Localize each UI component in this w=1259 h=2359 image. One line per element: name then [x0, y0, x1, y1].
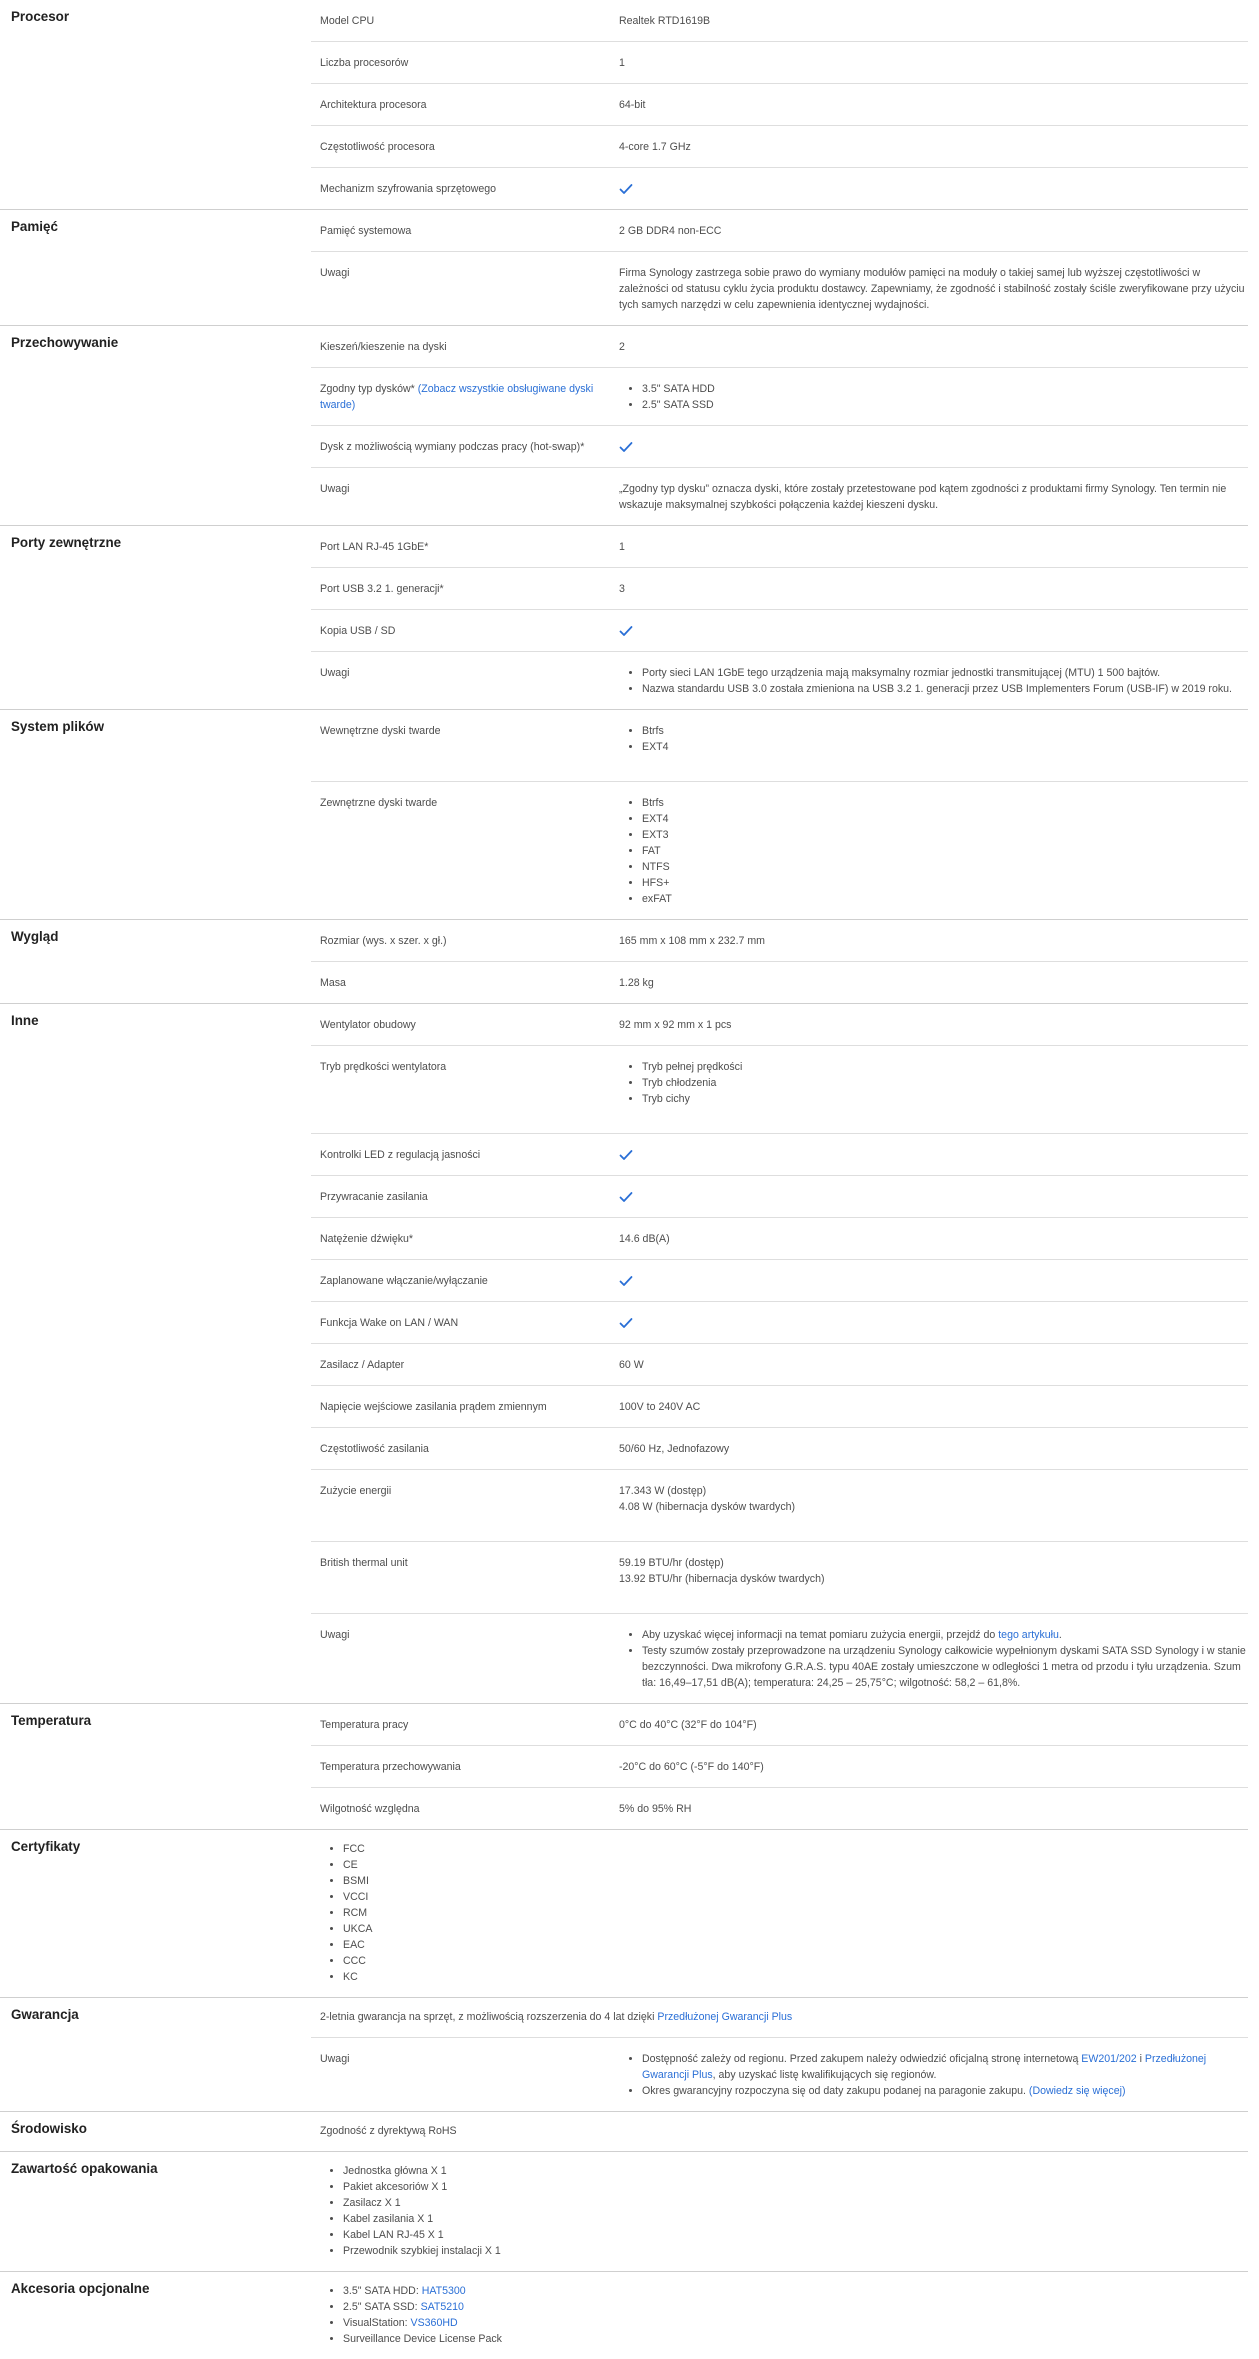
spec-row	[311, 962, 1248, 1003]
spec-section	[0, 0, 1248, 210]
spec-label: Wentylator obudowy	[320, 1019, 416, 1031]
checkmark-icon	[619, 1317, 633, 1329]
spec-row	[311, 526, 1248, 568]
checkmark-icon	[619, 441, 633, 453]
spec-row	[311, 210, 1248, 252]
list-item	[642, 1091, 1248, 1107]
spec-row	[311, 1470, 1248, 1542]
spec-section	[0, 1998, 1248, 2112]
spec-value: Firma Synology zastrzega sobie prawo do wymiany modułów pamięci na moduły o takiej samej lub wyższej częstotliwości w zależności od statusu cyklu życia produktu dostawcy. Zapewniamy, że zgodność i stabilność zostały ściśle zweryfikowane przy użyciu tych samych narzędzi w celu zapewnienia identycznej wydajności.	[619, 267, 1245, 311]
spec-row	[311, 1614, 1248, 1703]
spec-row	[311, 168, 1248, 209]
list-item	[642, 2083, 1248, 2099]
spec-row	[311, 1542, 1248, 1614]
section-rows	[311, 1704, 1248, 1829]
spec-value: 64-bit	[619, 99, 646, 111]
section-title: Zawartość opakowania	[11, 2161, 158, 2176]
spec-label: Masa	[320, 977, 346, 989]
spec-value: 14.6 dB(A)	[619, 1233, 670, 1245]
text-span: 3.5" SATA HDD:	[343, 2285, 422, 2297]
spec-value	[619, 1134, 1248, 1175]
section-title: Certyfikaty	[11, 1839, 81, 1854]
list-item	[343, 1921, 1248, 1937]
spec-value: 1	[619, 541, 625, 553]
list-item	[642, 665, 1248, 681]
list-item	[343, 1873, 1248, 1889]
spec-label: Uwagi	[320, 267, 350, 279]
spec-section	[0, 2152, 1248, 2272]
text-span: HFS+	[642, 877, 670, 889]
value-line: 59.19 BTU/hr (dostęp)	[619, 1557, 724, 1569]
spec-row	[311, 1344, 1248, 1386]
spec-value: 100V to 240V AC	[619, 1401, 701, 1413]
text-span: VCCI	[343, 1891, 369, 1903]
section-title: Pamięć	[11, 219, 58, 234]
spec-section	[0, 1830, 1248, 1998]
spec-label: British thermal unit	[320, 1557, 408, 1569]
list-item	[642, 795, 1248, 811]
text-span: EAC	[343, 1939, 365, 1951]
list-item	[642, 891, 1248, 907]
section-rows	[311, 710, 1248, 919]
text-span: Tryb chłodzenia	[642, 1077, 717, 1089]
spec-value: 1	[619, 57, 625, 69]
spec-value	[619, 1260, 1248, 1301]
spec-row	[311, 1302, 1248, 1344]
section-title: Inne	[11, 1013, 39, 1028]
spec-section	[0, 326, 1248, 526]
text-span: Zgodny typ dysków*	[320, 383, 418, 395]
spec-label: Wewnętrzne dyski twarde	[320, 725, 441, 737]
spec-row	[311, 1218, 1248, 1260]
list-item	[642, 1627, 1248, 1643]
spec-label: Pamięć systemowa	[320, 225, 412, 237]
spec-row	[311, 1134, 1248, 1176]
spec-label	[311, 368, 619, 425]
section-title: Gwarancja	[11, 2007, 79, 2022]
spec-value: 1.28 kg	[619, 977, 654, 989]
text-span: Zgodność z dyrektywą RoHS	[320, 2125, 457, 2137]
spec-row	[311, 126, 1248, 168]
spec-row	[311, 468, 1248, 525]
spec-link[interactable]: SAT5210	[420, 2301, 464, 2313]
bullet-list	[619, 665, 1248, 697]
spec-section	[0, 2112, 1248, 2152]
spec-value: 4-core 1.7 GHz	[619, 141, 691, 153]
spec-label: Architektura procesora	[320, 99, 427, 111]
text-span: 2.5" SATA SSD	[642, 399, 714, 411]
spec-value	[619, 1302, 1248, 1343]
list-item	[642, 1059, 1248, 1075]
spec-row	[311, 1176, 1248, 1218]
text-span: Testy szumów zostały przeprowadzone na urządzeniu Synology całkowicie wypełnionym dyskami SATA SSD Synology i w stanie bezczynności. Dwa mikrofony G.R.A.S. typu 40AE zostały umieszczone w odległości 1 metra od przodu i tyłu urządzenia. Szum tła: 16,49–17,51 dB(A); temperatura: 24,25 – 25,75°C; wilgotność: 58,2 – 61,8%.	[642, 1645, 1246, 1689]
spec-link[interactable]: (Zobacz wszystkie obsługiwane dyski twarde)	[320, 383, 594, 411]
spec-label: Rozmiar (wys. x szer. x gł.)	[320, 935, 447, 947]
spec-row	[311, 368, 1248, 426]
text-span: Jednostka główna X 1	[343, 2165, 447, 2177]
full-width-value	[311, 2152, 1248, 2271]
spec-section	[0, 1704, 1248, 1830]
checkmark-icon	[619, 1191, 633, 1203]
spec-value	[619, 1614, 1248, 1703]
section-rows	[311, 1004, 1248, 1703]
spec-label: Model CPU	[320, 15, 375, 27]
section-title: Środowisko	[11, 2121, 87, 2136]
spec-link[interactable]: HAT5300	[421, 2285, 466, 2297]
section-rows	[311, 210, 1248, 325]
text-span: KC	[343, 1971, 358, 1983]
spec-section	[0, 210, 1248, 326]
spec-label: Zewnętrzne dyski twarde	[320, 797, 438, 809]
section-rows	[311, 0, 1248, 209]
checkmark-icon	[619, 1275, 633, 1287]
spec-label: Uwagi	[320, 667, 350, 679]
list-item	[642, 1075, 1248, 1091]
list-item	[343, 2283, 1248, 2299]
spec-label: Wilgotność względna	[320, 1803, 420, 1815]
full-width-value	[311, 1998, 1248, 2038]
spec-label: Zasilacz / Adapter	[320, 1359, 405, 1371]
text-span: CCC	[343, 1955, 366, 1967]
value-line: 4.08 W (hibernacja dysków twardych)	[619, 1501, 796, 1513]
text-span: EXT4	[642, 741, 669, 753]
text-span: BSMI	[343, 1875, 369, 1887]
value-line: 17.343 W (dostęp)	[619, 1485, 707, 1497]
spec-label: Kontrolki LED z regulacją jasności	[320, 1149, 481, 1161]
section-title: Przechowywanie	[11, 335, 119, 350]
bullet-list	[619, 381, 1248, 413]
list-item	[642, 859, 1248, 875]
spec-row	[311, 1260, 1248, 1302]
spec-label: Temperatura pracy	[320, 1719, 409, 1731]
list-item	[343, 1905, 1248, 1921]
spec-label: Dysk z możliwością wymiany podczas pracy (hot-swap)*	[320, 441, 585, 453]
spec-value: 3	[619, 583, 625, 595]
spec-label: Częstotliwość procesora	[320, 141, 435, 153]
spec-value: 92 mm x 92 mm x 1 pcs	[619, 1019, 732, 1031]
spec-value	[619, 1542, 1248, 1613]
section-title: Wygląd	[11, 929, 59, 944]
list-item	[343, 2243, 1248, 2259]
spec-row	[311, 426, 1248, 468]
list-item	[642, 1643, 1248, 1691]
list-item	[642, 681, 1248, 697]
list-item	[343, 1969, 1248, 1985]
spec-row	[311, 42, 1248, 84]
list-item	[343, 2163, 1248, 2179]
section-rows	[311, 1998, 1248, 2111]
list-item	[343, 2179, 1248, 2195]
spec-link[interactable]: (Dowiedz się więcej)	[1028, 2085, 1126, 2097]
text-span: Porty sieci LAN 1GbE tego urządzenia mają maksymalny rozmiar jednostki transmitującej (MTU) 1 500 bajtów.	[642, 667, 1161, 679]
spec-value	[619, 652, 1248, 709]
section-title: Procesor	[11, 9, 70, 24]
spec-row	[311, 1386, 1248, 1428]
text-span: Tryb pełnej prędkości	[642, 1061, 743, 1073]
spec-link[interactable]: Przedłużonej Gwarancji Plus	[642, 2053, 1207, 2081]
spec-label: Napięcie wejściowe zasilania prądem zmiennym	[320, 1401, 547, 1413]
list-item	[343, 2211, 1248, 2227]
list-item	[343, 2299, 1248, 2315]
spec-row	[311, 1046, 1248, 1134]
spec-label: Uwagi	[320, 483, 350, 495]
list-item	[343, 2195, 1248, 2211]
list-item	[343, 2331, 1248, 2347]
section-title: Akcesoria opcjonalne	[11, 2281, 150, 2296]
section-rows	[311, 2152, 1248, 2271]
spec-value: 2 GB DDR4 non-ECC	[619, 225, 722, 237]
spec-value: 165 mm x 108 mm x 232.7 mm	[619, 935, 766, 947]
list-item	[642, 739, 1248, 755]
value-line: 13.92 BTU/hr (hibernacja dysków twardych)	[619, 1573, 825, 1585]
full-width-value	[311, 2272, 1248, 2359]
spec-value: 2	[619, 341, 625, 353]
text-span: CE	[343, 1859, 358, 1871]
spec-label: Uwagi	[320, 2053, 350, 2065]
spec-value	[619, 426, 1248, 467]
text-span: EXT4	[642, 813, 669, 825]
text-span: 3.5" SATA HDD	[642, 383, 715, 395]
section-rows	[311, 1830, 1248, 1997]
spec-link[interactable]: VS360HD	[410, 2317, 458, 2329]
full-width-value	[311, 2112, 1248, 2151]
list-item	[343, 2227, 1248, 2243]
bullet-list	[320, 2163, 1248, 2259]
spec-label: Port USB 3.2 1. generacji*	[320, 583, 444, 595]
spec-label: Zużycie energii	[320, 1485, 392, 1497]
text-span: Surveillance Device License Pack	[343, 2333, 502, 2345]
text-span: , aby uzyskać listę kwalifikujących się regionów.	[712, 2069, 937, 2081]
list-item	[343, 2315, 1248, 2331]
text-span: FAT	[642, 845, 661, 857]
spec-value: 50/60 Hz, Jednofazowy	[619, 1443, 730, 1455]
checkmark-icon	[619, 625, 633, 637]
spec-row	[311, 920, 1248, 962]
checkmark-icon	[619, 1149, 633, 1161]
list-item	[343, 1937, 1248, 1953]
spec-row	[311, 782, 1248, 919]
list-item	[642, 811, 1248, 827]
spec-section	[0, 710, 1248, 920]
spec-row	[311, 1788, 1248, 1829]
list-item	[642, 843, 1248, 859]
spec-value	[619, 1470, 1248, 1541]
section-title: System plików	[11, 719, 105, 734]
spec-label: Zaplanowane włączanie/wyłączanie	[320, 1275, 488, 1287]
spec-link[interactable]: tego artykułu	[998, 1629, 1059, 1641]
list-item	[343, 1889, 1248, 1905]
bullet-list	[619, 1627, 1248, 1691]
text-span: Kabel zasilania X 1	[343, 2213, 434, 2225]
section-rows	[311, 2272, 1248, 2359]
spec-row	[311, 326, 1248, 368]
section-rows	[311, 920, 1248, 1003]
list-item	[642, 723, 1248, 739]
spec-label: Tryb prędkości wentylatora	[320, 1061, 447, 1073]
list-item	[642, 2051, 1248, 2083]
text-span: NTFS	[642, 861, 670, 873]
section-rows	[311, 326, 1248, 525]
spec-row	[311, 84, 1248, 126]
spec-link[interactable]: EW201/202	[1081, 2053, 1137, 2065]
spec-row	[311, 1704, 1248, 1746]
spec-section	[0, 2272, 1248, 2359]
spec-row	[311, 2038, 1248, 2111]
text-span: FCC	[343, 1843, 365, 1855]
text-span: Tryb cichy	[642, 1093, 690, 1105]
section-title: Temperatura	[11, 1713, 92, 1728]
spec-value: 60 W	[619, 1359, 644, 1371]
spec-row	[311, 252, 1248, 325]
text-span: UKCA	[343, 1923, 373, 1935]
spec-label: Temperatura przechowywania	[320, 1761, 461, 1773]
spec-row	[311, 1746, 1248, 1788]
spec-label: Kopia USB / SD	[320, 625, 396, 637]
spec-value: -20°C do 60°C (-5°F do 140°F)	[619, 1761, 764, 1773]
text-span: Kabel LAN RJ-45 X 1	[343, 2229, 444, 2241]
spec-label: Mechanizm szyfrowania sprzętowego	[320, 183, 497, 195]
spec-label: Częstotliwość zasilania	[320, 1443, 429, 1455]
text-span: EXT3	[642, 829, 669, 841]
text-span: 2.5" SATA SSD:	[343, 2301, 421, 2313]
text-span: Nazwa standardu USB 3.0 została zmieniona na USB 3.2 1. generacji przez USB Implementers Forum (USB-IF) w 2019 roku.	[642, 683, 1232, 695]
text-span: i	[1136, 2053, 1145, 2065]
text-span: .	[1058, 1629, 1062, 1641]
spec-section	[0, 920, 1248, 1004]
spec-label: Uwagi	[320, 1629, 350, 1641]
text-span: VisualStation:	[343, 2317, 411, 2329]
bullet-list	[619, 1059, 1248, 1107]
list-item	[642, 875, 1248, 891]
list-item	[642, 827, 1248, 843]
text-span: Aby uzyskać więcej informacji na temat pomiaru zużycia energii, przejdź do	[642, 1629, 999, 1641]
bullet-list	[619, 723, 1248, 755]
bullet-list	[320, 1841, 1248, 1985]
spec-section	[0, 526, 1248, 710]
text-span: Przewodnik szybkiej instalacji X 1	[343, 2245, 501, 2257]
spec-row	[311, 568, 1248, 610]
bullet-list	[619, 795, 1248, 907]
list-item	[343, 1953, 1248, 1969]
list-item	[343, 1857, 1248, 1873]
checkmark-icon	[619, 183, 633, 195]
spec-value: „Zgodny typ dysku” oznacza dyski, które zostały przetestowane pod kątem zgodności z produktami firmy Synology. Ten termin nie wskazuje maksymalnej szybkości połączenia każdej kieszeni dysku.	[619, 483, 1227, 511]
spec-value	[619, 710, 1248, 781]
section-rows	[311, 2112, 1248, 2151]
text-span: Dostępność zależy od regionu. Przed zakupem należy odwiedzić oficjalną stronę internetową	[642, 2053, 1082, 2065]
list-item	[343, 1841, 1248, 1857]
spec-value	[619, 1176, 1248, 1217]
spec-value: 0°C do 40°C (32°F do 104°F)	[619, 1719, 757, 1731]
spec-value	[619, 168, 1248, 209]
text-span: Btrfs	[642, 797, 664, 809]
spec-label: Liczba procesorów	[320, 57, 409, 69]
spec-value	[619, 782, 1248, 919]
text-span: Pakiet akcesoriów X 1	[343, 2181, 448, 2193]
section-title: Porty zewnętrzne	[11, 535, 122, 550]
text-span: Zasilacz X 1	[343, 2197, 401, 2209]
spec-value	[619, 610, 1248, 651]
bullet-list	[320, 2283, 1248, 2347]
text-span: Okres gwarancyjny rozpoczyna się od daty zakupu podanej na paragonie zakupu.	[642, 2085, 1029, 2097]
spec-section	[0, 1004, 1248, 1704]
bullet-list	[619, 2051, 1248, 2099]
text-span: RCM	[343, 1907, 368, 1919]
spec-label: Kieszeń/kieszenie na dyski	[320, 341, 447, 353]
spec-label: Funkcja Wake on LAN / WAN	[320, 1317, 459, 1329]
spec-label: Natężenie dźwięku*	[320, 1233, 414, 1245]
spec-row	[311, 1428, 1248, 1470]
spec-value: Realtek RTD1619B	[619, 15, 711, 27]
spec-row	[311, 610, 1248, 652]
list-item	[642, 397, 1248, 413]
spec-label: Port LAN RJ-45 1GbE*	[320, 541, 429, 553]
spec-value	[619, 1046, 1248, 1133]
spec-row	[311, 1004, 1248, 1046]
spec-row	[311, 652, 1248, 709]
list-item	[642, 381, 1248, 397]
text-span: exFAT	[642, 893, 672, 905]
section-rows	[311, 526, 1248, 709]
text-span: 2-letnia gwarancja na sprzęt, z możliwością rozszerzenia do 4 lat dzięki	[320, 2011, 658, 2023]
text-span: Btrfs	[642, 725, 664, 737]
spec-value	[619, 2038, 1248, 2111]
spec-row	[311, 710, 1248, 782]
full-width-value	[311, 1830, 1248, 1997]
spec-link[interactable]: Przedłużonej Gwarancji Plus	[657, 2011, 793, 2023]
spec-value: 5% do 95% RH	[619, 1803, 692, 1815]
spec-label: Przywracanie zasilania	[320, 1191, 428, 1203]
spec-value	[619, 368, 1248, 425]
spec-row	[311, 0, 1248, 42]
